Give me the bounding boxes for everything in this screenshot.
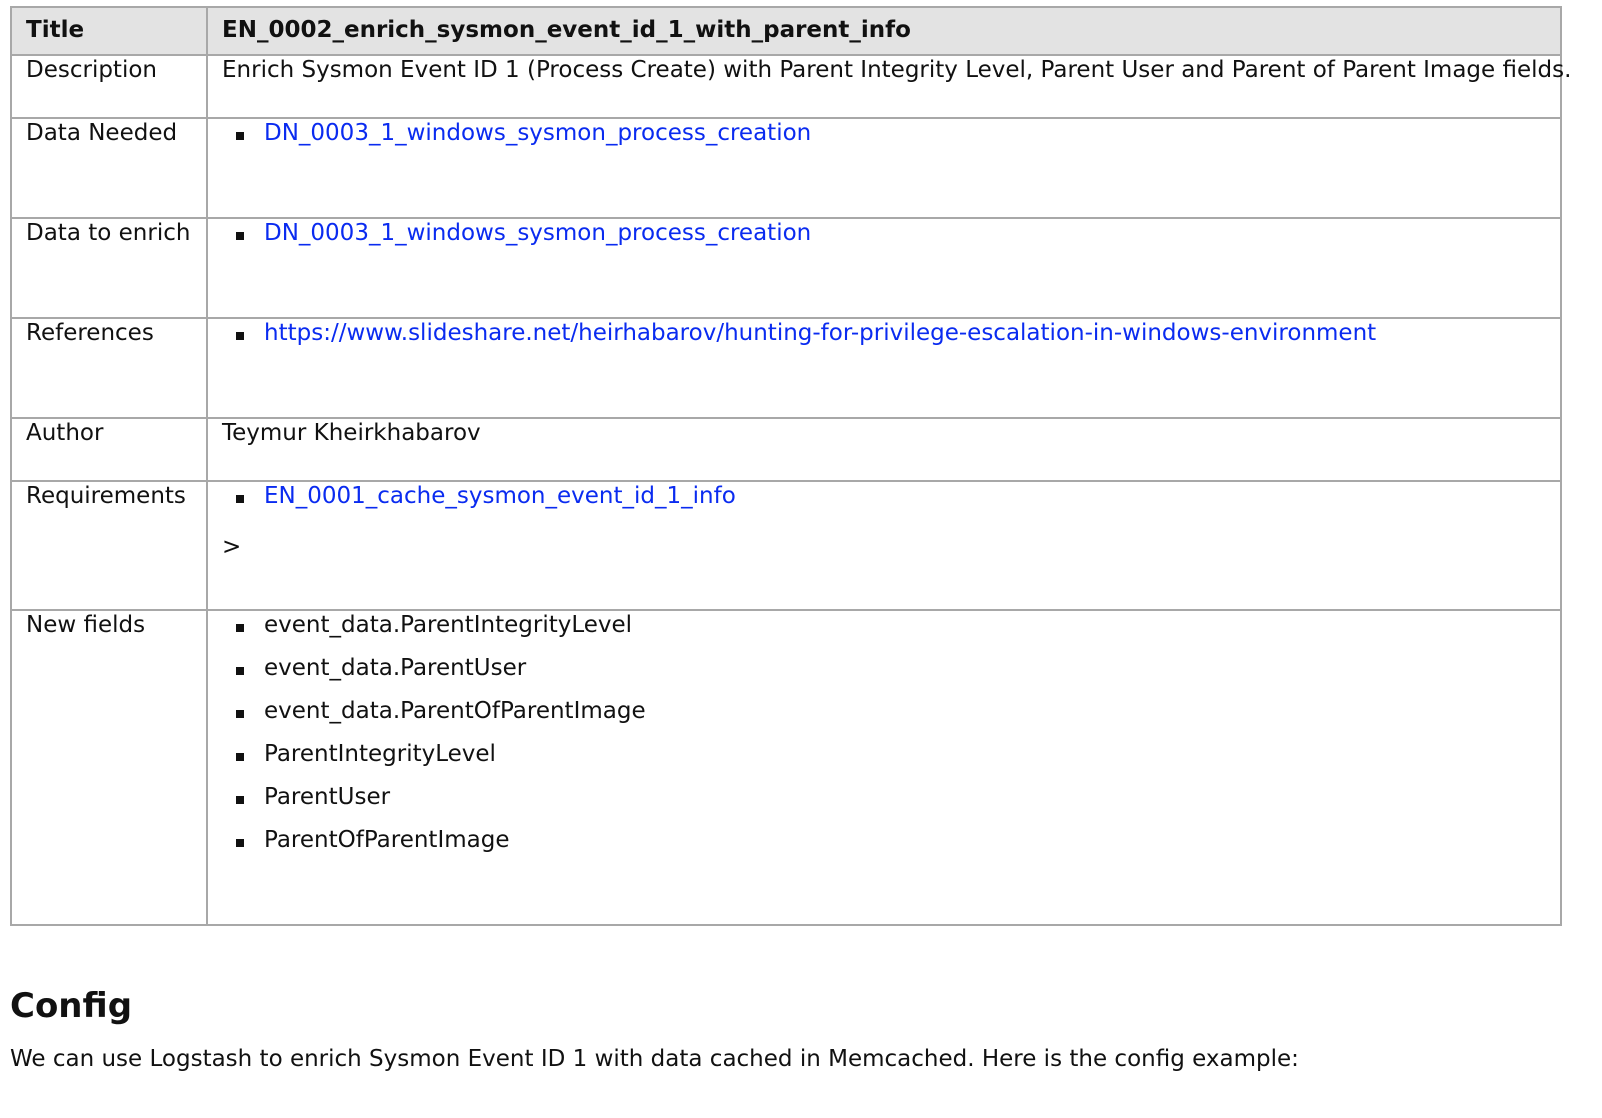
description-value: Enrich Sysmon Event ID 1 (Process Create) with Parent Integrity Level, Parent User and Parent of Parent Image fields. — [207, 55, 1561, 118]
data-needed-list — [222, 119, 1546, 162]
config-description: We can use Logstash to enrich Sysmon Event ID 1 with data cached in Memcached. Here is the config example: — [10, 1046, 1299, 1072]
requirements-trailing-text: > — [222, 534, 242, 560]
data-needed-label: Data Needed — [11, 118, 207, 218]
data-to-enrich-link[interactable]: DN_0003_1_windows_sysmon_process_creation — [264, 220, 812, 246]
list-item — [264, 319, 1546, 362]
data-to-enrich-row — [11, 218, 1561, 318]
new-fields-label: New fields — [11, 610, 207, 925]
data-to-enrich-list — [222, 219, 1546, 262]
description-label: Description — [11, 55, 207, 118]
new-fields-row — [11, 610, 1561, 925]
document — [10, 6, 1572, 926]
config-heading: Config — [10, 986, 133, 1026]
list-item — [264, 119, 1546, 162]
author-label: Author — [11, 418, 207, 481]
data-needed-link[interactable]: DN_0003_1_windows_sysmon_process_creation — [264, 120, 812, 146]
requirements-list — [222, 482, 1546, 525]
list-item: event_data.ParentUser — [264, 654, 1546, 697]
enrichment-info-table — [10, 6, 1572, 926]
requirements-row — [11, 481, 1561, 610]
references-row — [11, 318, 1561, 418]
references-list — [222, 319, 1546, 362]
author-value: Teymur Kheirkhabarov — [207, 418, 1561, 481]
reference-link[interactable]: https://www.slideshare.net/heirhabarov/hunting-for-privilege-escalation-in-windows-environment — [264, 320, 1377, 346]
references-label: References — [11, 318, 207, 418]
title-value: EN_0002_enrich_sysmon_event_id_1_with_parent_info — [207, 7, 1561, 55]
list-item — [264, 219, 1546, 262]
author-row — [11, 418, 1561, 481]
data-needed-row — [11, 118, 1561, 218]
list-item: ParentUser — [264, 783, 1546, 826]
title-row — [11, 7, 1561, 55]
list-item — [264, 482, 1546, 525]
new-fields-list — [222, 611, 1546, 869]
requirements-label: Requirements — [11, 481, 207, 610]
data-to-enrich-label: Data to enrich — [11, 218, 207, 318]
title-label: Title — [11, 7, 207, 55]
list-item: ParentIntegrityLevel — [264, 740, 1546, 783]
list-item: event_data.ParentOfParentImage — [264, 697, 1546, 740]
requirement-link[interactable]: EN_0001_cache_sysmon_event_id_1_info — [264, 483, 736, 509]
description-row — [11, 55, 1561, 118]
list-item: event_data.ParentIntegrityLevel — [264, 611, 1546, 654]
list-item: ParentOfParentImage — [264, 826, 1546, 869]
